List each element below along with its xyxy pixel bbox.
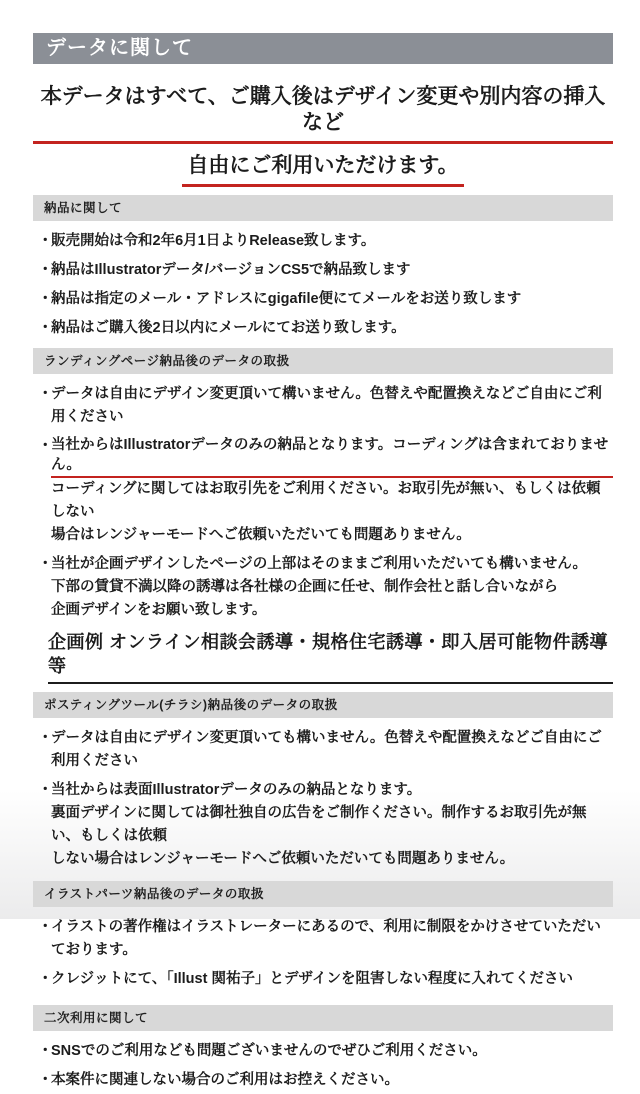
bullet-line-text: SNSでのご利用なども問題ございませんのでぜひご利用ください。 <box>51 1043 487 1059</box>
section-items <box>33 221 613 342</box>
bullet-item <box>38 259 613 282</box>
bullet-lines <box>51 1040 613 1063</box>
bullet-lines <box>51 727 613 773</box>
bullet-line-text: 当社が企画デザインしたページの上部はそのままご利用いただいても構いません。 <box>51 556 588 572</box>
bullet-item <box>38 916 613 962</box>
section-5 <box>33 1005 613 1094</box>
bullet-item <box>38 317 613 340</box>
intro-line-2 <box>33 153 613 187</box>
bullet-line-text: しない場合はレンジャーモードへご依頼いただいても問題ありません。 <box>51 851 515 867</box>
bullet-icon: ・ <box>38 386 53 402</box>
bullet-lines <box>51 1069 613 1092</box>
bullet-item <box>38 230 613 253</box>
bullet-line-text: 納品はIllustratorデータ/バージョンCS5で納品致します <box>51 262 411 278</box>
bullet-lines <box>51 259 613 282</box>
bullet-line-text: 裏面デザインに関しては御社独自の広告をご制作ください。制作するお取引先が無い、もしくは依頼 <box>51 805 587 844</box>
bullet-item <box>38 435 613 547</box>
bullet-lines <box>51 968 613 991</box>
bullet-line-text: 販売開始は令和2年6月1日よりRelease致します。 <box>51 233 376 249</box>
bullet-line <box>51 524 613 547</box>
bullet-item <box>38 553 613 622</box>
sections-container <box>33 195 613 1094</box>
bullet-line <box>51 848 613 871</box>
bullet-line-text: 場合はレンジャーモードへご依頼いただいても問題ありません。 <box>51 527 471 543</box>
callout-example-text: 企画例 オンライン相談会誘導・規格住宅誘導・即入居可能物件誘導 等 <box>48 630 613 684</box>
bullet-line <box>51 478 613 524</box>
bullet-line <box>51 779 613 802</box>
bullet-line <box>51 317 613 340</box>
bullet-line <box>51 968 613 991</box>
bullet-lines <box>51 317 613 340</box>
section-header: ポスティングツール(チラシ)納品後のデータの取扱 <box>33 692 613 718</box>
bullet-line-text: イラストの著作権はイラストレーターにあるので、利用に制限をかけさせていただいております。 <box>51 919 601 958</box>
bullet-item <box>38 779 613 871</box>
bullet-line <box>51 435 613 478</box>
intro-line-1 <box>33 84 613 144</box>
bullet-line-text: クレジットにて、「Illust 関祐子」とデザインを阻害しない程度に入れてください <box>51 971 573 987</box>
bullet-line <box>51 727 613 773</box>
bullet-icon: ・ <box>38 1072 53 1088</box>
bullet-icon: ・ <box>38 730 53 746</box>
bullet-lines <box>51 916 613 962</box>
bullet-line-text: データは自由にデザイン変更頂いても構いません。色替えや配置換えなどご自由にご利用ください <box>51 730 602 769</box>
section-items <box>33 718 613 873</box>
bullet-lines <box>51 288 613 311</box>
bullet-lines <box>51 230 613 253</box>
bullet-line-text: 下部の賃貸不満以降の誘導は各社様の企画に任せ、制作会社と話し合いながら <box>51 579 559 595</box>
bullet-lines <box>51 383 613 429</box>
page-title-bar <box>33 33 613 64</box>
bullet-item <box>38 288 613 311</box>
bullet-icon: ・ <box>38 556 53 572</box>
bullet-lines <box>51 553 613 622</box>
bullet-icon: ・ <box>38 1043 53 1059</box>
bullet-item <box>38 1069 613 1092</box>
bullet-line-text: データは自由にデザイン変更頂いて構いません。色替えや配置換えなどご自由にご利用ください <box>51 386 602 425</box>
intro-statement <box>33 84 613 187</box>
bullet-line-text: 企画デザインをお願い致します。 <box>51 602 267 618</box>
section-4 <box>33 881 613 993</box>
bullet-line <box>51 288 613 311</box>
bullet-line-text: 本案件に関連しない場合のご利用はお控えください。 <box>51 1072 399 1088</box>
bullet-line <box>51 230 613 253</box>
bullet-line <box>51 553 613 576</box>
section-1 <box>33 195 613 342</box>
bullet-line <box>51 916 613 962</box>
bullet-item <box>38 383 613 429</box>
bullet-line <box>51 802 613 848</box>
bullet-line <box>51 1069 613 1092</box>
bullet-icon: ・ <box>38 233 53 249</box>
intro-line-1-text: 本データはすべて、ご購入後はデザイン変更や別内容の挿入など <box>33 84 613 144</box>
bullet-icon: ・ <box>38 782 53 798</box>
bullet-line-text: コーディングに関してはお取引先をご利用ください。お取引先が無い、もしくは依頼しない <box>51 481 601 520</box>
bullet-item <box>38 727 613 773</box>
section-items <box>33 907 613 993</box>
bullet-line <box>51 383 613 429</box>
bullet-line-text: 当社からはIllustratorデータのみの納品となります。コーディングは含まれておりません。 <box>51 435 613 478</box>
callout-example <box>38 630 613 684</box>
bullet-line <box>51 576 613 599</box>
section-header: 二次利用に関して <box>33 1005 613 1031</box>
bullet-icon: ・ <box>38 320 53 336</box>
bullet-icon: ・ <box>38 438 53 454</box>
bullet-icon: ・ <box>38 291 53 307</box>
bullet-item <box>38 1040 613 1063</box>
section-header: 納品に関して <box>33 195 613 221</box>
page-title: データに関して <box>46 37 193 59</box>
bullet-icon: ・ <box>38 971 53 987</box>
bullet-line <box>51 1040 613 1063</box>
bullet-icon: ・ <box>38 262 53 278</box>
bullet-line <box>51 599 613 622</box>
section-2 <box>33 348 613 686</box>
section-header: ランディングページ納品後のデータの取扱 <box>33 348 613 374</box>
bullet-lines <box>51 435 613 547</box>
section-header: イラストパーツ納品後のデータの取扱 <box>33 881 613 907</box>
bullet-line <box>51 259 613 282</box>
section-items <box>33 374 613 686</box>
bullet-line-text: 当社からは表面Illustratorデータのみの納品となります。 <box>51 782 422 798</box>
bullet-lines <box>51 779 613 871</box>
intro-line-2-text: 自由にご利用いただけます。 <box>182 153 463 187</box>
bullet-item <box>38 968 613 991</box>
bullet-line-text: 納品は指定のメール・アドレスにgigafile便にてメールをお送り致します <box>51 291 522 307</box>
bullet-icon: ・ <box>38 919 53 935</box>
section-3 <box>33 692 613 873</box>
section-items <box>33 1031 613 1094</box>
bullet-line-text: 納品はご購入後2日以内にメールにてお送り致します。 <box>51 320 406 336</box>
